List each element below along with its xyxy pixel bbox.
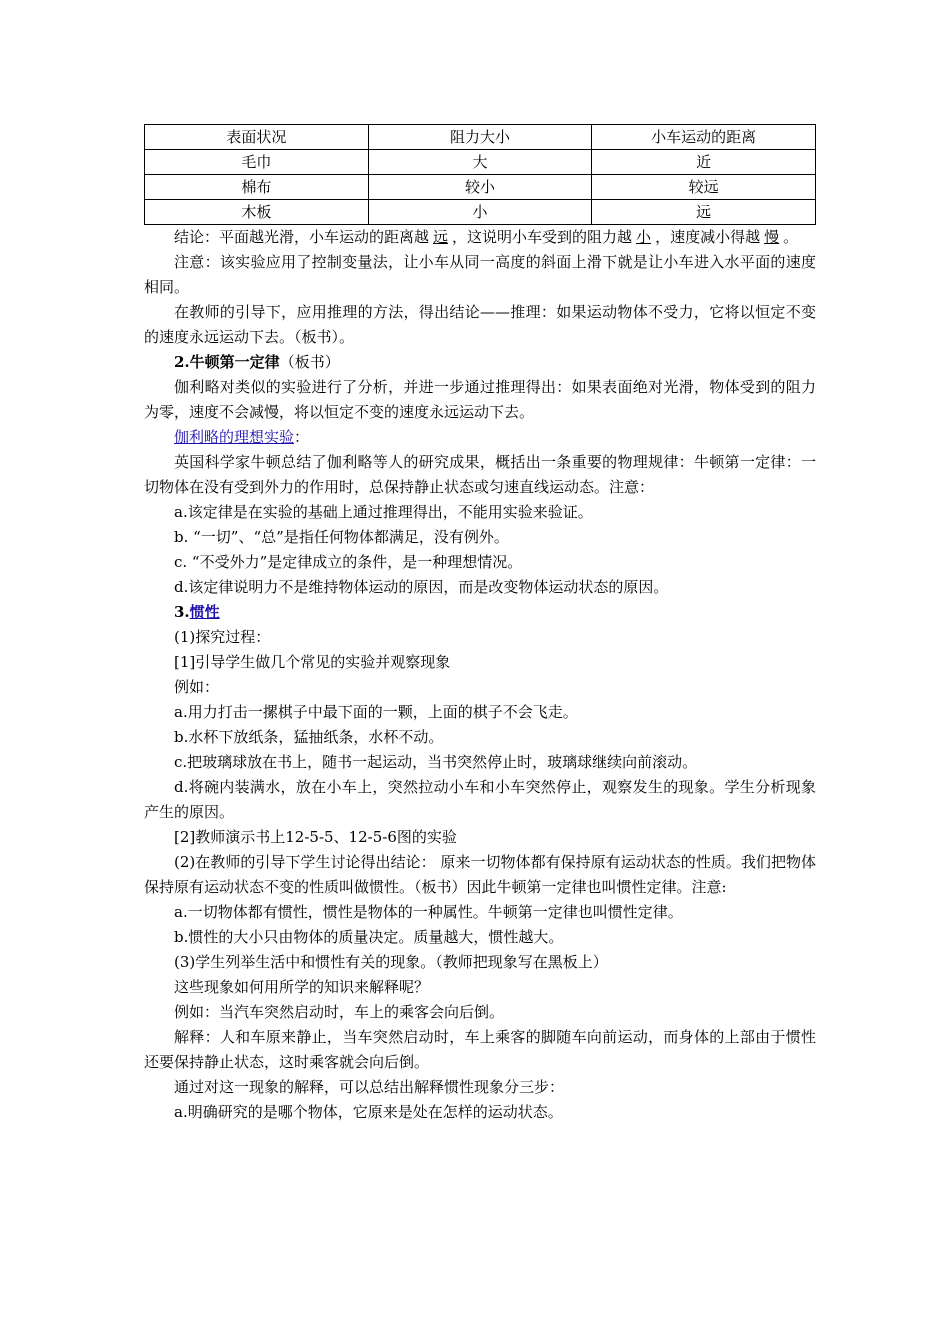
section-number: 2. — [174, 353, 190, 371]
table-cell: 棉布 — [145, 175, 369, 200]
inertia-link[interactable]: 惯性 — [189, 603, 220, 621]
inertia-note: 这些现象如何用所学的知识来解释呢？ — [174, 978, 430, 996]
inertia-line: (1)探究过程： — [174, 628, 271, 646]
inertia-note: (3)学生列举生活中和惯性有关的现象。（教师把现象写在黑板上） — [174, 953, 608, 971]
table-cell: 远 — [592, 200, 816, 225]
answer-blank: 小 — [636, 228, 652, 246]
newton-note: d.该定律说明力不是维持物体运动的原因，而是改变物体运动状态的原因。 — [174, 578, 669, 596]
conclusion-text: 。 — [783, 228, 799, 246]
inertia-line: 例如： — [174, 678, 220, 696]
newton-note: a.该定律是在实验的基础上通过推理得出，不能用实验来验证。 — [174, 503, 593, 521]
newton-note: c. “不受外力”是定律成立的条件，是一种理想情况。 — [174, 553, 523, 571]
galileo-link-line — [144, 425, 816, 450]
link-tail: ： — [294, 428, 310, 446]
section-number: 3. — [174, 603, 190, 621]
newton-note: b. “一切”、“总”是指任何物体都满足，没有例外。 — [174, 528, 509, 546]
table-header-cell: 小车运动的距离 — [592, 125, 816, 150]
inertia-note: a.一切物体都有惯性，惯性是物体的一种属性。牛顿第一定律也叫惯性定律。 — [174, 903, 683, 921]
document-page — [144, 124, 816, 1125]
inertia-note: 例如：当汽车突然启动时，车上的乘客会向后倒。 — [174, 1003, 505, 1021]
table-row — [145, 175, 816, 200]
inertia-line: a.用力打击一摞棋子中最下面的一颗，上面的棋子不会飞走。 — [174, 703, 578, 721]
table-cell: 较小 — [368, 175, 592, 200]
table-cell: 大 — [368, 150, 592, 175]
answer-blank: 慢 — [764, 228, 780, 246]
inertia-line: c.把玻璃球放在书上，随书一起运动，当书突然停止时，玻璃球继续向前滚动。 — [174, 753, 698, 771]
table-header-row — [145, 125, 816, 150]
inertia-note: b.惯性的大小只由物体的质量决定。质量越大，惯性越大。 — [174, 928, 564, 946]
table-row — [145, 150, 816, 175]
conclusion-text: ，速度减小得越 — [655, 228, 761, 246]
inertia-line: [2]教师演示书上12-5-5、12-5-6图的实验 — [174, 828, 457, 846]
galileo-link[interactable]: 伽利略的理想实验 — [174, 428, 295, 446]
conclusion-text: ，这说明小车受到的阻力越 — [452, 228, 633, 246]
section-suffix: （板书） — [279, 353, 340, 371]
table-cell: 近 — [592, 150, 816, 175]
conclusion-paragraph — [144, 225, 816, 250]
section-heading — [144, 600, 816, 625]
table-header-cell: 阻力大小 — [368, 125, 592, 150]
table-row — [145, 200, 816, 225]
table-cell: 较远 — [592, 175, 816, 200]
tail-line: 通过对这一现象的解释，可以总结出解释惯性现象分三步： — [174, 1078, 565, 1096]
table-cell: 毛巾 — [145, 150, 369, 175]
table-header-cell: 表面状况 — [145, 125, 369, 150]
answer-blank: 远 — [433, 228, 449, 246]
inertia-line: d.将碗内装满水，放在小车上，突然拉动小车和小车突然停止，观察发生的现象。学生分析现象产生的原因。 — [144, 778, 816, 821]
inertia-line: b.水杯下放纸条，猛抽纸条，水杯不动。 — [174, 728, 444, 746]
explanation-paragraph: 解释：人和车原来静止，当车突然启动时，车上乘客的脚随车向前运动，而身体的上部由于惯性还要保持静止状态，这时乘客就会向后倒。 — [144, 1028, 816, 1071]
note-paragraph: 注意：该实验应用了控制变量法，让小车从同一高度的斜面上滑下就是让小车进入水平面的速度相同。 — [144, 253, 816, 296]
section-title: 牛顿第一定律 — [189, 353, 280, 371]
conclusion-text: 结论：平面越光滑，小车运动的距离越 — [174, 228, 430, 246]
newton-paragraph: 英国科学家牛顿总结了伽利略等人的研究成果，概括出一条重要的物理规律：牛顿第一定律：一切物体在没有受到外力的作用时，总保持静止状态或匀速直线运动态。注意： — [144, 453, 816, 496]
tail-line: a.明确研究的是哪个物体，它原来是处在怎样的运动状态。 — [174, 1103, 563, 1121]
inertia-conclusion: (2)在教师的引导下学生讨论得出结论： 原来一切物体都有保持原有运动状态的性质。我们把物体保持原有运动状态不变的性质叫做惯性。（板书）因此牛顿第一定律也叫惯性定律。注意: — [144, 853, 816, 896]
table-cell: 小 — [368, 200, 592, 225]
inertia-line: [1]引导学生做几个常见的实验并观察现象 — [174, 653, 451, 671]
experiment-table — [144, 124, 816, 225]
section-heading — [144, 350, 816, 375]
table-cell: 木板 — [145, 200, 369, 225]
reasoning-paragraph: 在教师的引导下，应用推理的方法，得出结论——推理：如果运动物体不受力，它将以恒定不变的速度永远运动下去。（板书）。 — [144, 303, 816, 346]
galileo-paragraph: 伽利略对类似的实验进行了分析，并进一步通过推理得出：如果表面绝对光滑，物体受到的阻力为零，速度不会减慢，将以恒定不变的速度永远运动下去。 — [144, 378, 816, 421]
